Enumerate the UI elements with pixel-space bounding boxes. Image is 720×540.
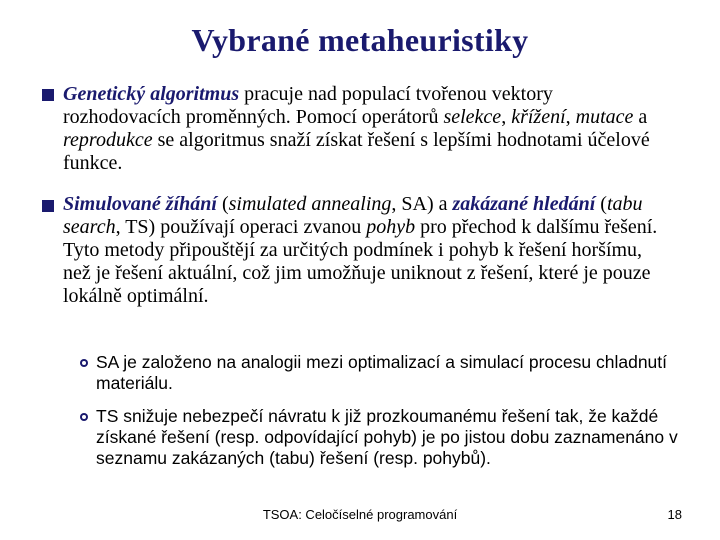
italic-term: tabu search (63, 193, 643, 238)
highlighted-term: zakázané hledání (452, 193, 596, 215)
slide-footer: TSOA: Celočíselné programování (262, 507, 458, 522)
text-run: , (501, 106, 512, 128)
text-run: , SA) a (391, 193, 453, 215)
text-run: se algoritmus snaží získat řešení s lepšími hodnotami účelové funkce. (63, 129, 650, 174)
sub-bullet-circle-icon (80, 359, 88, 367)
text-run: ( (216, 193, 229, 215)
sub-bullet-text-1: SA je založeno na analogii mezi optimalizací a simulací procesu chladnutí materiálu. (96, 352, 668, 393)
highlighted-term: Simulované žíhání (63, 193, 217, 215)
sub-bullet-circle-icon (80, 413, 88, 421)
text-run: , (565, 106, 576, 128)
text-run: ( (595, 193, 607, 215)
text-run: pro přechod k dalšímu řešení. Tyto metody připouštějí za určitých podmínek i pohyb k řešení horšímu, než je řešení aktuální, což jim umožňuje uniknout z řešení, které je pouze lokálně optimální. (63, 216, 658, 307)
bullet-text-2 (63, 193, 663, 308)
page-number: 18 (667, 507, 682, 522)
italic-term: reprodukce (63, 129, 153, 151)
text-run: pracuje nad populací tvořenou vektory rozhodovacích proměnných. Pomocí operátorů (63, 83, 553, 128)
highlighted-term: Genetický algoritmus (63, 83, 240, 105)
text-run: , TS) používají operaci zvanou (115, 216, 367, 238)
slide-title: Vybrané metaheuristiky (191, 22, 529, 58)
text-run: a (633, 106, 648, 128)
italic-term: simulated annealing (228, 193, 392, 215)
bullet-square-icon (42, 200, 54, 212)
sub-bullet-text-2: TS snižuje nebezpečí návratu k již prozkoumanému řešení tak, že každé získané řešení (resp. odpovídající pohyb) je po jistou dobu zaznamenáno v seznamu zakázaných (tabu) řešení (resp. pohybů). (96, 406, 678, 468)
italic-term: mutace (575, 106, 634, 128)
italic-term: křížení (511, 106, 566, 128)
bullet-square-icon (42, 89, 54, 101)
italic-term: selekce (443, 106, 502, 128)
italic-term: pohyb (366, 216, 416, 238)
bullet-text-1 (63, 83, 663, 175)
